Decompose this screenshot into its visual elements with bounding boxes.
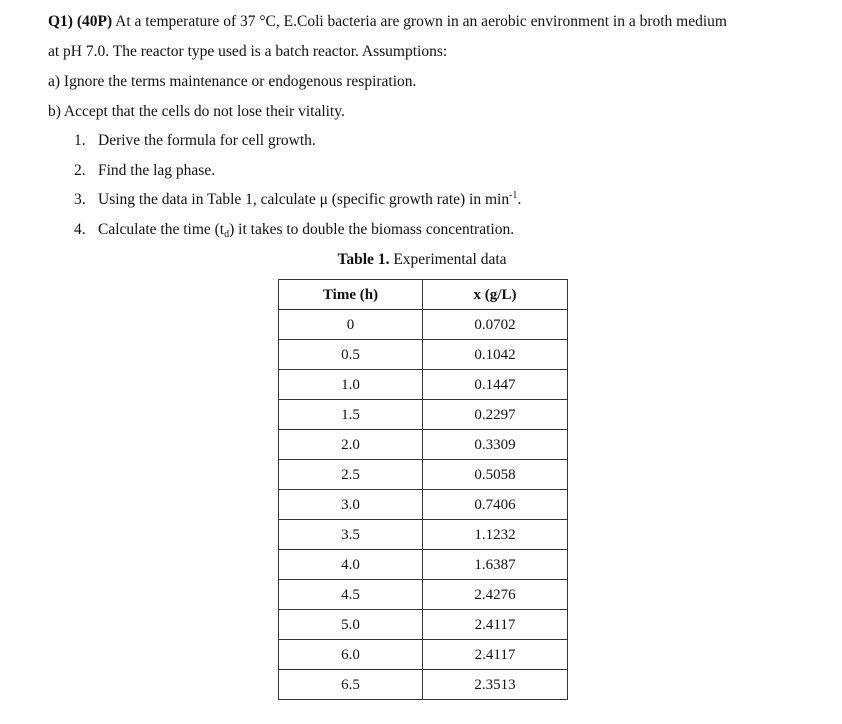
task-4 bbox=[74, 220, 514, 240]
biomass-cell: 0.5058 bbox=[423, 460, 568, 490]
table-row bbox=[279, 640, 568, 670]
assumption-a: a) Ignore the terms maintenance or endogenous respiration. bbox=[48, 73, 417, 90]
biomass-cell: 2.4117 bbox=[423, 610, 568, 640]
table-row bbox=[279, 310, 568, 340]
question-intro-line-1 bbox=[48, 12, 727, 32]
question-label: Q1) (40P) bbox=[48, 13, 113, 30]
table-row bbox=[279, 550, 568, 580]
table-caption-text: Experimental data bbox=[389, 251, 507, 268]
time-cell: 1.0 bbox=[279, 370, 423, 400]
table-row bbox=[279, 610, 568, 640]
header-biomass: x (g/L) bbox=[423, 280, 568, 310]
task-1-number: 1. bbox=[74, 132, 86, 149]
table-row bbox=[279, 400, 568, 430]
task-1 bbox=[74, 131, 316, 151]
biomass-cell: 0.0702 bbox=[423, 310, 568, 340]
table-row bbox=[279, 520, 568, 550]
task-4-subscript: d bbox=[224, 229, 230, 240]
table-row bbox=[279, 340, 568, 370]
task-2-text: Find the lag phase. bbox=[98, 162, 216, 179]
biomass-cell: 0.1042 bbox=[423, 340, 568, 370]
time-cell: 6.5 bbox=[279, 670, 423, 700]
time-cell: 4.0 bbox=[279, 550, 423, 580]
table-row bbox=[279, 490, 568, 520]
biomass-cell: 1.6387 bbox=[423, 550, 568, 580]
biomass-cell: 2.3513 bbox=[423, 670, 568, 700]
table-row bbox=[279, 580, 568, 610]
task-4-text-end: ) it takes to double the biomass concentration. bbox=[229, 221, 515, 238]
time-cell: 2.5 bbox=[279, 460, 423, 490]
table-caption-label: Table 1. bbox=[337, 251, 390, 268]
time-cell: 0 bbox=[279, 310, 423, 340]
biomass-cell: 2.4117 bbox=[423, 640, 568, 670]
table-caption bbox=[278, 250, 566, 270]
biomass-cell: 0.7406 bbox=[423, 490, 568, 520]
time-cell: 3.0 bbox=[279, 490, 423, 520]
time-cell: 5.0 bbox=[279, 610, 423, 640]
header-time: Time (h) bbox=[279, 280, 423, 310]
biomass-cell: 0.1447 bbox=[423, 370, 568, 400]
table-row bbox=[279, 370, 568, 400]
task-2-number: 2. bbox=[74, 162, 86, 179]
task-1-text: Derive the formula for cell growth. bbox=[98, 132, 316, 149]
time-cell: 3.5 bbox=[279, 520, 423, 550]
task-3-text-end: . bbox=[517, 191, 522, 208]
assumption-b: b) Accept that the cells do not lose their vitality. bbox=[48, 103, 345, 120]
task-3-text: Using the data in Table 1, calculate μ (specific growth rate) in min bbox=[98, 191, 510, 208]
biomass-cell: 0.2297 bbox=[423, 400, 568, 430]
table-row bbox=[279, 460, 568, 490]
table-row bbox=[279, 430, 568, 460]
biomass-cell: 1.1232 bbox=[423, 520, 568, 550]
time-cell: 0.5 bbox=[279, 340, 423, 370]
task-4-number: 4. bbox=[74, 221, 86, 238]
experimental-data-table bbox=[278, 279, 568, 700]
biomass-cell: 2.4276 bbox=[423, 580, 568, 610]
task-3-number: 3. bbox=[74, 191, 86, 208]
question-intro-text-1: At a temperature of 37 °C, E.Coli bacteria are grown in an aerobic environment in a broth medium bbox=[115, 13, 727, 30]
time-cell: 6.0 bbox=[279, 640, 423, 670]
time-cell: 1.5 bbox=[279, 400, 423, 430]
task-3 bbox=[74, 190, 521, 210]
table-row bbox=[279, 670, 568, 700]
time-cell: 4.5 bbox=[279, 580, 423, 610]
time-cell: 2.0 bbox=[279, 430, 423, 460]
task-2 bbox=[74, 161, 215, 181]
question-intro-line-2: at pH 7.0. The reactor type used is a batch reactor. Assumptions: bbox=[48, 43, 448, 60]
table-header-row bbox=[279, 280, 568, 310]
task-4-text: Calculate the time (t bbox=[98, 221, 225, 238]
biomass-cell: 0.3309 bbox=[423, 430, 568, 460]
task-3-exponent: -1 bbox=[509, 190, 518, 201]
